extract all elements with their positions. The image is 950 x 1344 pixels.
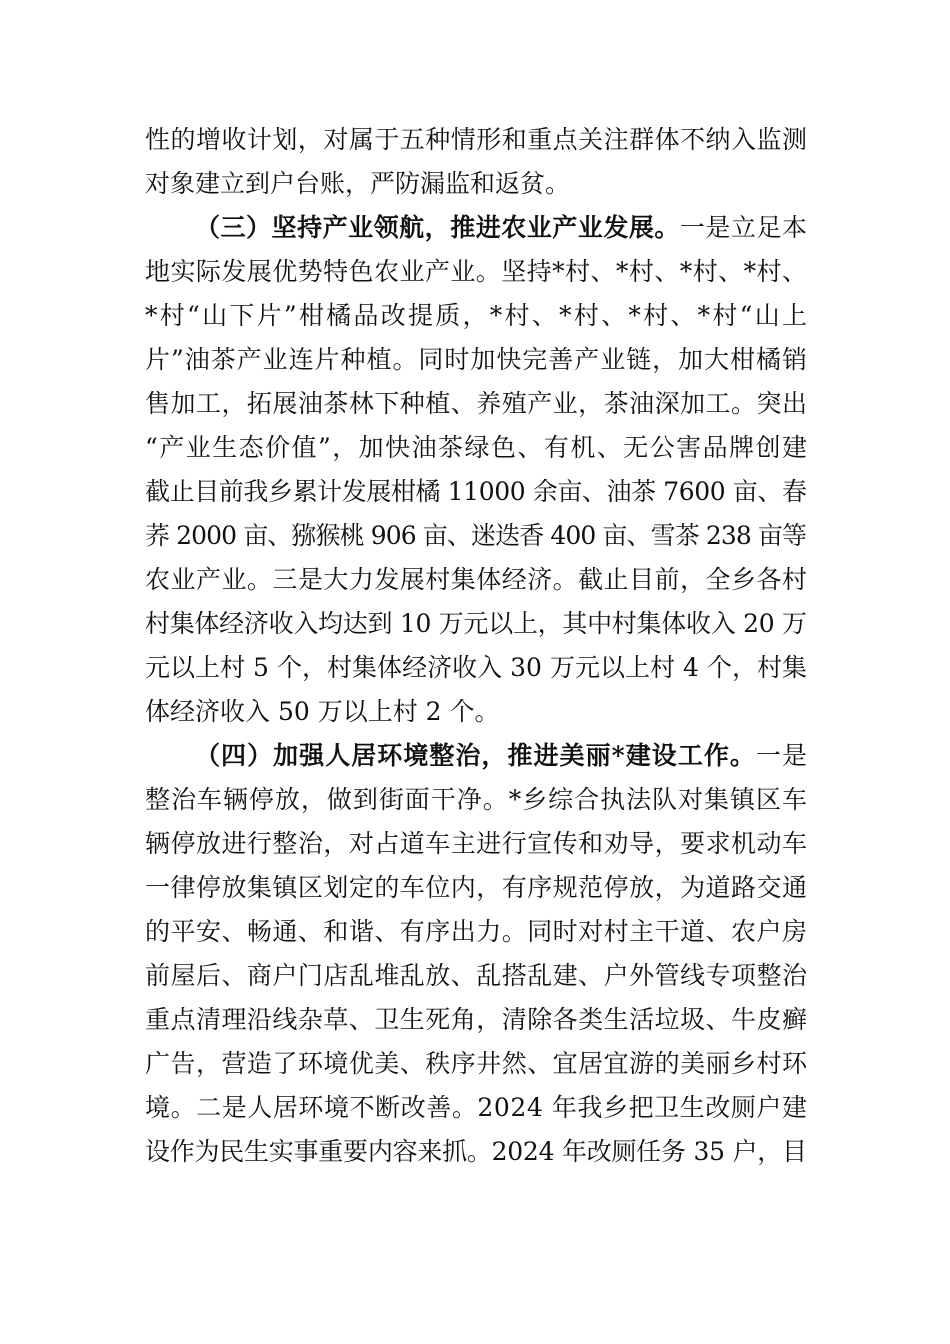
paragraph (145, 734, 807, 1174)
text-line (145, 998, 807, 1042)
text-run: 性的增收计划，对属于五种情形和重点关注群体不纳入监测 (145, 125, 808, 154)
text-run: 农业产业。三是大力发展村集体经济。截止目前，全乡各村 (145, 565, 808, 594)
document-body (145, 118, 810, 1174)
text-run: 整治车辆停放，做到街面干净。*乡综合执法队对集镇区车 (145, 785, 808, 814)
text-line (145, 602, 807, 646)
text-line (145, 734, 807, 778)
text-run: 一是 (755, 741, 809, 770)
text-run: 地实际发展优势特色农业产业。坚持*村、*村、*村、*村、 (145, 257, 808, 286)
text-run: 荞 2000 亩、猕猴桃 906 亩、迷迭香 400 亩、雪茶 238 亩等 (145, 521, 807, 550)
section-heading: （四）加强人居环境整治，推进美丽*建设工作。 (195, 741, 756, 770)
text-run: 一是立足本 (679, 213, 808, 242)
text-run: 片”油茶产业连片种植。同时加快完善产业链，加大柑橘销 (145, 345, 808, 374)
text-run: 前屋后、商户门店乱堆乱放、乱搭乱建、户外管线专项整治 (145, 961, 808, 990)
text-line (145, 162, 807, 206)
text-run: 重点清理沿线杂草、卫生死角，清除各类生活垃圾、牛皮癣 (145, 1005, 808, 1034)
text-line (145, 822, 807, 866)
text-run: 设作为民生实事重要内容来抓。2024 年改厕任务 35 户，目 (145, 1137, 807, 1166)
text-line (145, 910, 807, 954)
text-line (145, 294, 810, 338)
text-run: 辆停放进行整治，对占道车主进行宣传和劝导，要求机动车 (145, 829, 808, 858)
text-line (145, 514, 807, 558)
text-run: 对象建立到户台账，严防漏监和返贫。 (145, 169, 571, 198)
text-line (145, 1086, 807, 1130)
text-line (145, 338, 807, 382)
text-run: 售加工，拓展油茶林下种植、养殖产业，茶油深加工。突出 (145, 389, 808, 418)
text-line (145, 206, 807, 250)
paragraph (145, 118, 807, 206)
text-run: 一律停放集镇区划定的车位内，有序规范停放，为道路交通 (145, 873, 808, 902)
text-run: 广告，营造了环境优美、秩序井然、宜居宜游的美丽乡村环 (145, 1049, 808, 1078)
text-line (145, 1042, 807, 1086)
text-line (145, 690, 807, 734)
section-heading: （三）坚持产业领航，推进农业产业发展。 (195, 213, 680, 242)
text-line (145, 866, 807, 910)
text-run: 的平安、畅通、和谐、有序出力。同时对村主干道、农户房 (145, 917, 808, 946)
text-run: 截止目前我乡累计发展柑橘 11000 余亩、油茶 7600 亩、春 (145, 477, 807, 506)
text-line (145, 1130, 807, 1174)
text-line (145, 382, 807, 426)
text-line (145, 426, 807, 470)
text-line (145, 558, 807, 602)
text-line (145, 470, 807, 514)
text-run: “产业生态价值”，加快油茶绿色、有机、无公害品牌创建 (145, 433, 809, 462)
text-run: *村“山下片”柑橘品改提质，*村、*村、*村、*村“山上 (145, 301, 810, 330)
text-run: 体经济收入 50 万以上村 2 个。 (145, 697, 500, 726)
text-line (145, 118, 807, 162)
text-line (145, 646, 807, 690)
text-line (145, 778, 807, 822)
paragraph (145, 206, 810, 734)
text-run: 村集体经济收入均达到 10 万元以上，其中村集体收入 20 万 (145, 609, 807, 638)
text-run: 境。二是人居环境不断改善。2024 年我乡把卫生改厕户建 (145, 1093, 808, 1122)
text-run: 元以上村 5 个，村集体经济收入 30 万元以上村 4 个，村集 (145, 653, 808, 682)
text-line (145, 954, 807, 998)
text-line (145, 250, 807, 294)
